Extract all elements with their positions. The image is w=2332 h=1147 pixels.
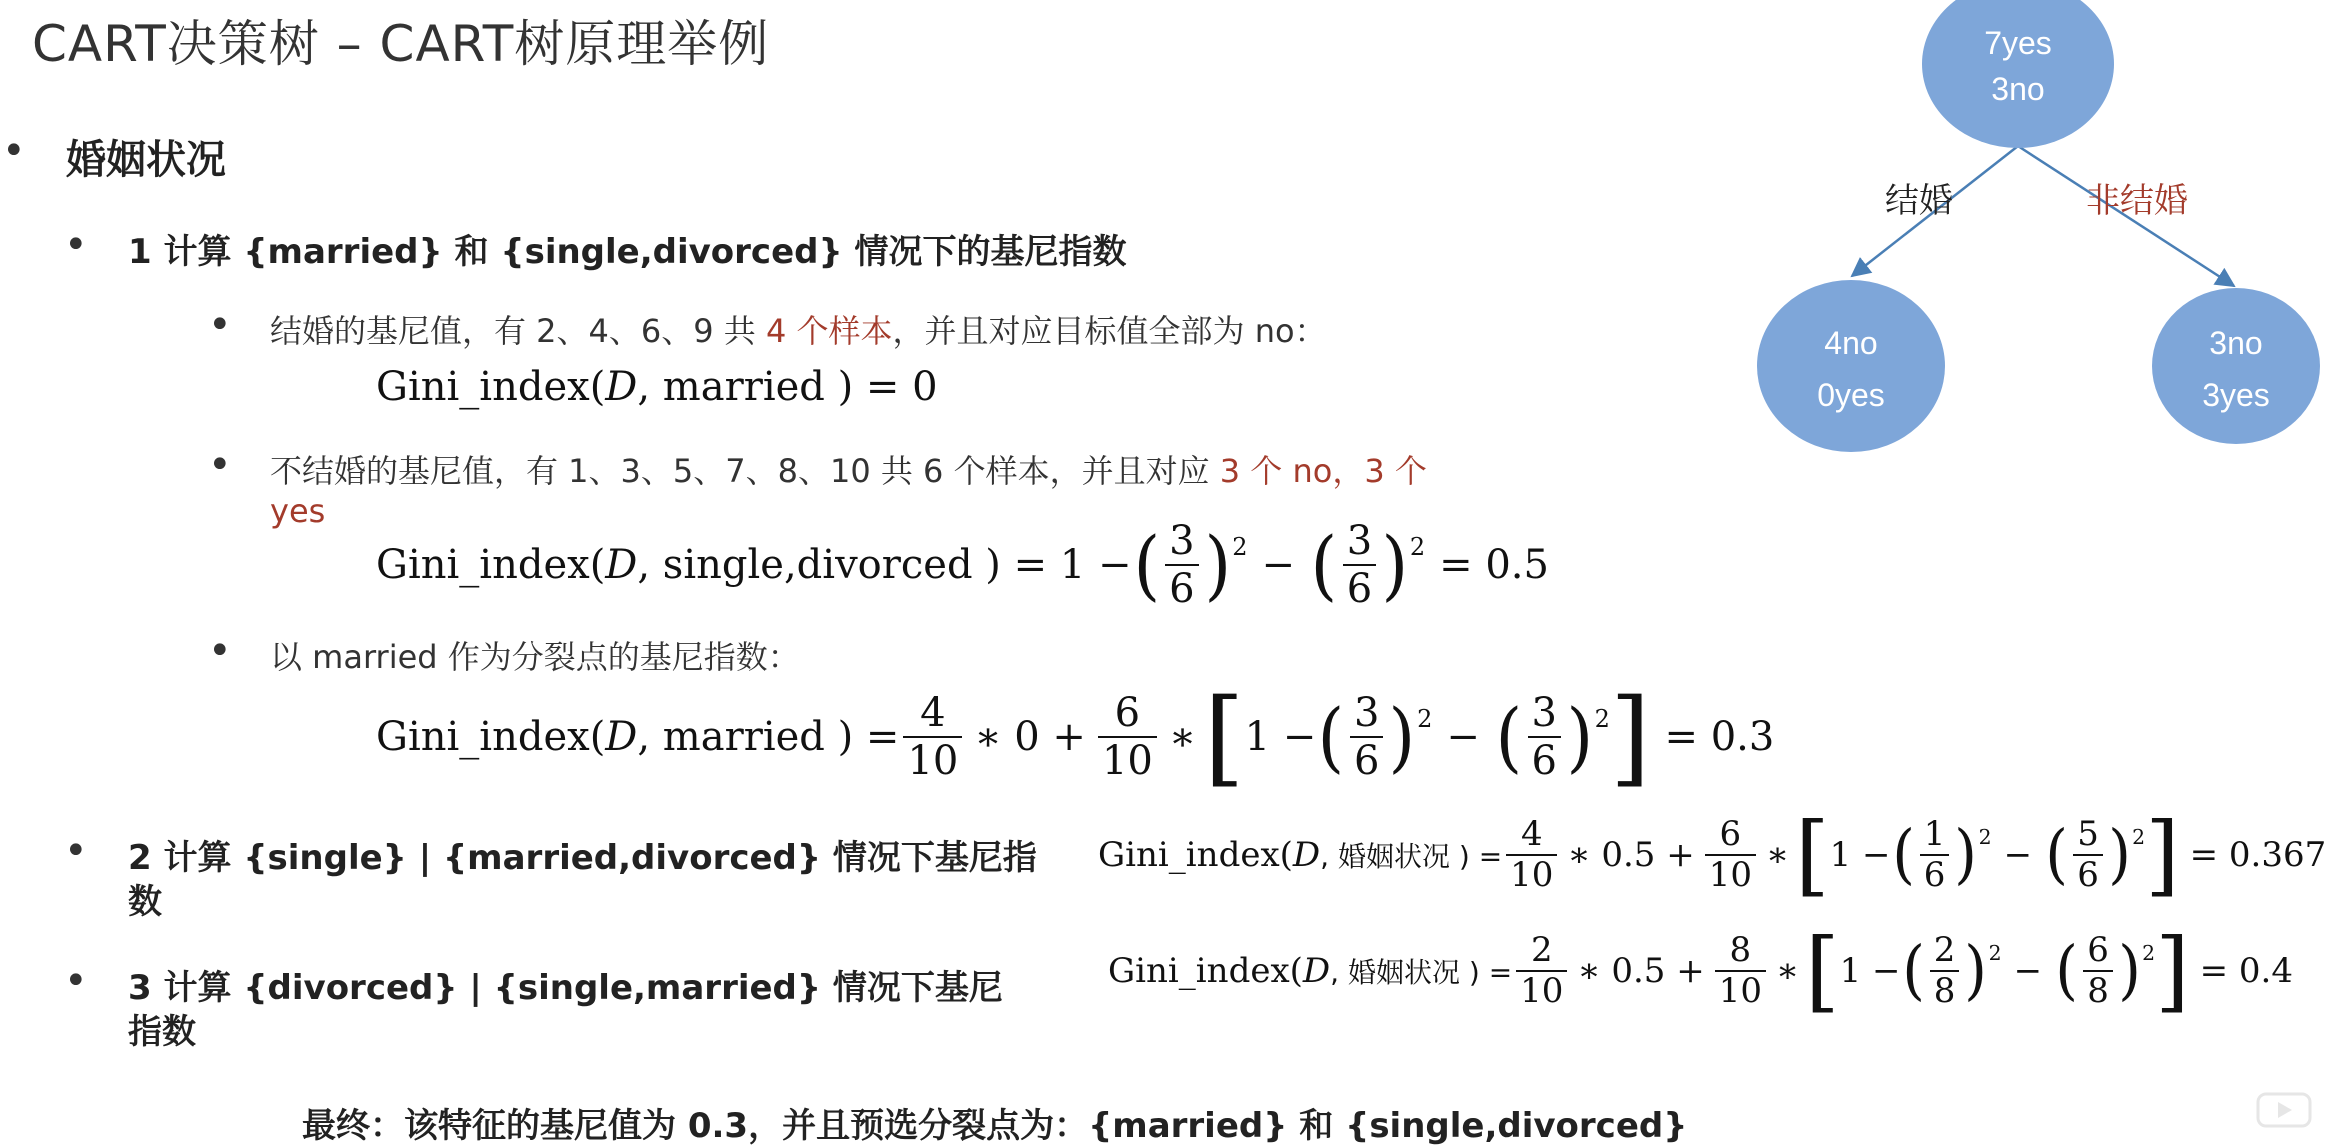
formula-result: = 0.3 [1664, 714, 1775, 760]
formula-func: Gini_index( [1098, 835, 1293, 875]
formula-result: = 0.367 [2189, 835, 2327, 875]
right-node-label-2: 3yes [2202, 377, 2270, 413]
step2-bullet: • [64, 828, 88, 874]
root-node-label-1: 7yes [1984, 25, 2052, 61]
item1-bullet: • [208, 302, 232, 348]
one-minus: 1 − [1829, 835, 1891, 875]
fraction: $\frac{3}{6}$ [1350, 690, 1383, 784]
item2-bullet: • [208, 442, 232, 488]
exponent: 2 [2142, 941, 2156, 965]
formula-rest: , 婚姻状况 ) = [1330, 956, 1513, 989]
formula-rest: , single,divorced ) = 1 − [637, 542, 1132, 588]
item3-text: 以 married 作为分裂点的基尼指数： [270, 638, 800, 676]
fraction: $\frac{6}{10}$ [1705, 815, 1756, 895]
fraction: $\frac{1}{6}$ [1920, 815, 1950, 895]
minus-sign: − [2003, 835, 2033, 875]
exponent: 2 [1988, 941, 2002, 965]
left-node [1757, 280, 1945, 452]
fraction: $\frac{2}{8}$ [1930, 931, 1960, 1011]
fraction: $\frac{3}{6}$ [1343, 518, 1376, 612]
right-node-label-1: 3no [2209, 325, 2263, 361]
fraction: $\frac{3}{6}$ [1165, 518, 1198, 612]
item3-formula: Gini_index( D , married ) = $\frac{4}{10}$ ∗ 0 + $\frac{6}{10}$ ∗ [ 1 − ( $\frac{3}{6}$ ) 2 − ( $\frac{3}{6}$ ) 2 ] = 0.3 [376, 676, 1775, 798]
fraction: $\frac{2}{10}$ [1516, 931, 1567, 1011]
formula-func: Gini_index( [376, 364, 606, 410]
fraction: $\frac{6}{8}$ [2083, 931, 2113, 1011]
times-half: ∗ 0.5 + [1577, 951, 1705, 991]
item1-text [270, 306, 1327, 352]
times-zero: ∗ 0 + [974, 714, 1086, 760]
formula-result: = 0.5 [1439, 542, 1549, 588]
formula-func: Gini_index( [376, 714, 606, 760]
item2-highlight: 3 个 no，3 个 [1219, 452, 1427, 490]
formula-rest: , married ) = 0 [637, 364, 938, 410]
fraction: $\frac{6}{10}$ [1098, 690, 1157, 784]
step1-bullet: • [64, 222, 88, 268]
item2-highlight-wrap: yes [270, 492, 326, 530]
formula-var: D [1292, 835, 1321, 875]
minus-sign: − [1261, 542, 1296, 588]
formula-result: = 0.4 [2199, 951, 2293, 991]
step3-formula: Gini_index( D , 婚姻状况 ) = $\frac{2}{10}$ ∗ 0.5 + $\frac{8}{10}$ ∗ [ 1 − ( $\frac{2}{8}$ ) 2 − ( $\frac{6}{8}$ ) 2 ] = 0.4 [1108, 918, 2293, 1022]
root-node-label-2: 3no [1991, 71, 2045, 107]
exponent: 2 [1594, 705, 1610, 733]
item1-prefix: 结婚的基尼值，有 2、4、6、9 共 [270, 312, 766, 350]
times-sign: ∗ [1776, 951, 1800, 991]
step2-heading-wrap: 数 [128, 882, 162, 922]
fraction: $\frac{3}{6}$ [1528, 690, 1561, 784]
step2-heading: 2 计算 {single} | {married,divorced} 情况下基尼指 [128, 838, 1037, 878]
formula-rest: , 婚姻状况 ) = [1320, 840, 1503, 873]
one-minus: 1 − [1839, 951, 1901, 991]
section-bullet: • [2, 128, 26, 174]
play-icon[interactable] [2254, 1090, 2314, 1130]
page-title: CART决策树 – CART树原理举例 [32, 15, 770, 73]
formula-var: D [605, 542, 638, 588]
fraction: $\frac{5}{6}$ [2073, 815, 2103, 895]
one-minus: 1 − [1244, 714, 1317, 760]
formula-var: D [1302, 951, 1331, 991]
item2-text [270, 446, 1427, 492]
item1-highlight: 4 个样本 [765, 312, 893, 350]
times-sign: ∗ [1168, 714, 1197, 760]
fraction: $\frac{4}{10}$ [1506, 815, 1557, 895]
step3-heading: 3 计算 {divorced} | {single,married} 情况下基尼 [128, 968, 1003, 1008]
step2-formula: Gini_index( D , 婚姻状况 ) = $\frac{4}{10}$ ∗ 0.5 + $\frac{6}{10}$ ∗ [ 1 − ( $\frac{1}{6}$ ) 2 − ( $\frac{5}{6}$ ) 2 ] = 0.367 [1098, 802, 2327, 906]
formula-func: Gini_index( [376, 542, 606, 588]
right-node [2152, 288, 2320, 444]
section-heading: 婚姻状况 [66, 137, 226, 183]
item1-formula [376, 364, 938, 410]
exponent: 2 [1409, 533, 1426, 561]
edge-label-right: 非结婚 [2086, 181, 2188, 221]
item2-formula: Gini_index( D , single,divorced ) = 1 − ( $\frac{3}{6}$ ) 2 − ( $\frac{3}{6}$ ) 2 = 0.5 [376, 518, 1549, 612]
exponent: 2 [1417, 705, 1433, 733]
fraction: $\frac{8}{10}$ [1715, 931, 1766, 1011]
item1-suffix: ，并且对应目标值全部为 no： [892, 312, 1327, 350]
fraction: $\frac{4}{10}$ [903, 690, 962, 784]
step3-bullet: • [64, 958, 88, 1004]
left-node-label-2: 0yes [1817, 377, 1885, 413]
exponent: 2 [2132, 825, 2146, 849]
step1-heading: 1 计算 {married} 和 {single,divorced} 情况下的基尼指数 [128, 232, 1127, 272]
formula-func: Gini_index( [1108, 951, 1303, 991]
times-sign: ∗ [1766, 835, 1790, 875]
minus-sign: − [1446, 714, 1480, 760]
left-node-label-1: 4no [1824, 325, 1878, 361]
edge-label-left: 结婚 [1885, 181, 1953, 221]
formula-rest: , married ) = [637, 714, 900, 760]
decision-tree [1740, 0, 2332, 460]
formula-var: D [605, 714, 638, 760]
exponent: 2 [1232, 533, 1248, 561]
minus-sign: − [2013, 951, 2043, 991]
step3-heading-wrap: 指数 [128, 1012, 196, 1052]
final-conclusion: 最终：该特征的基尼值为 0.3，并且预选分裂点为：{married} 和 {single,divorced} [302, 1106, 1688, 1146]
times-half: ∗ 0.5 + [1567, 835, 1695, 875]
exponent: 2 [1978, 825, 1992, 849]
item2-prefix: 不结婚的基尼值，有 1、3、5、7、8、10 共 6 个样本，并且对应 [270, 452, 1220, 490]
item3-bullet: • [208, 628, 232, 674]
formula-var: D [605, 364, 638, 410]
